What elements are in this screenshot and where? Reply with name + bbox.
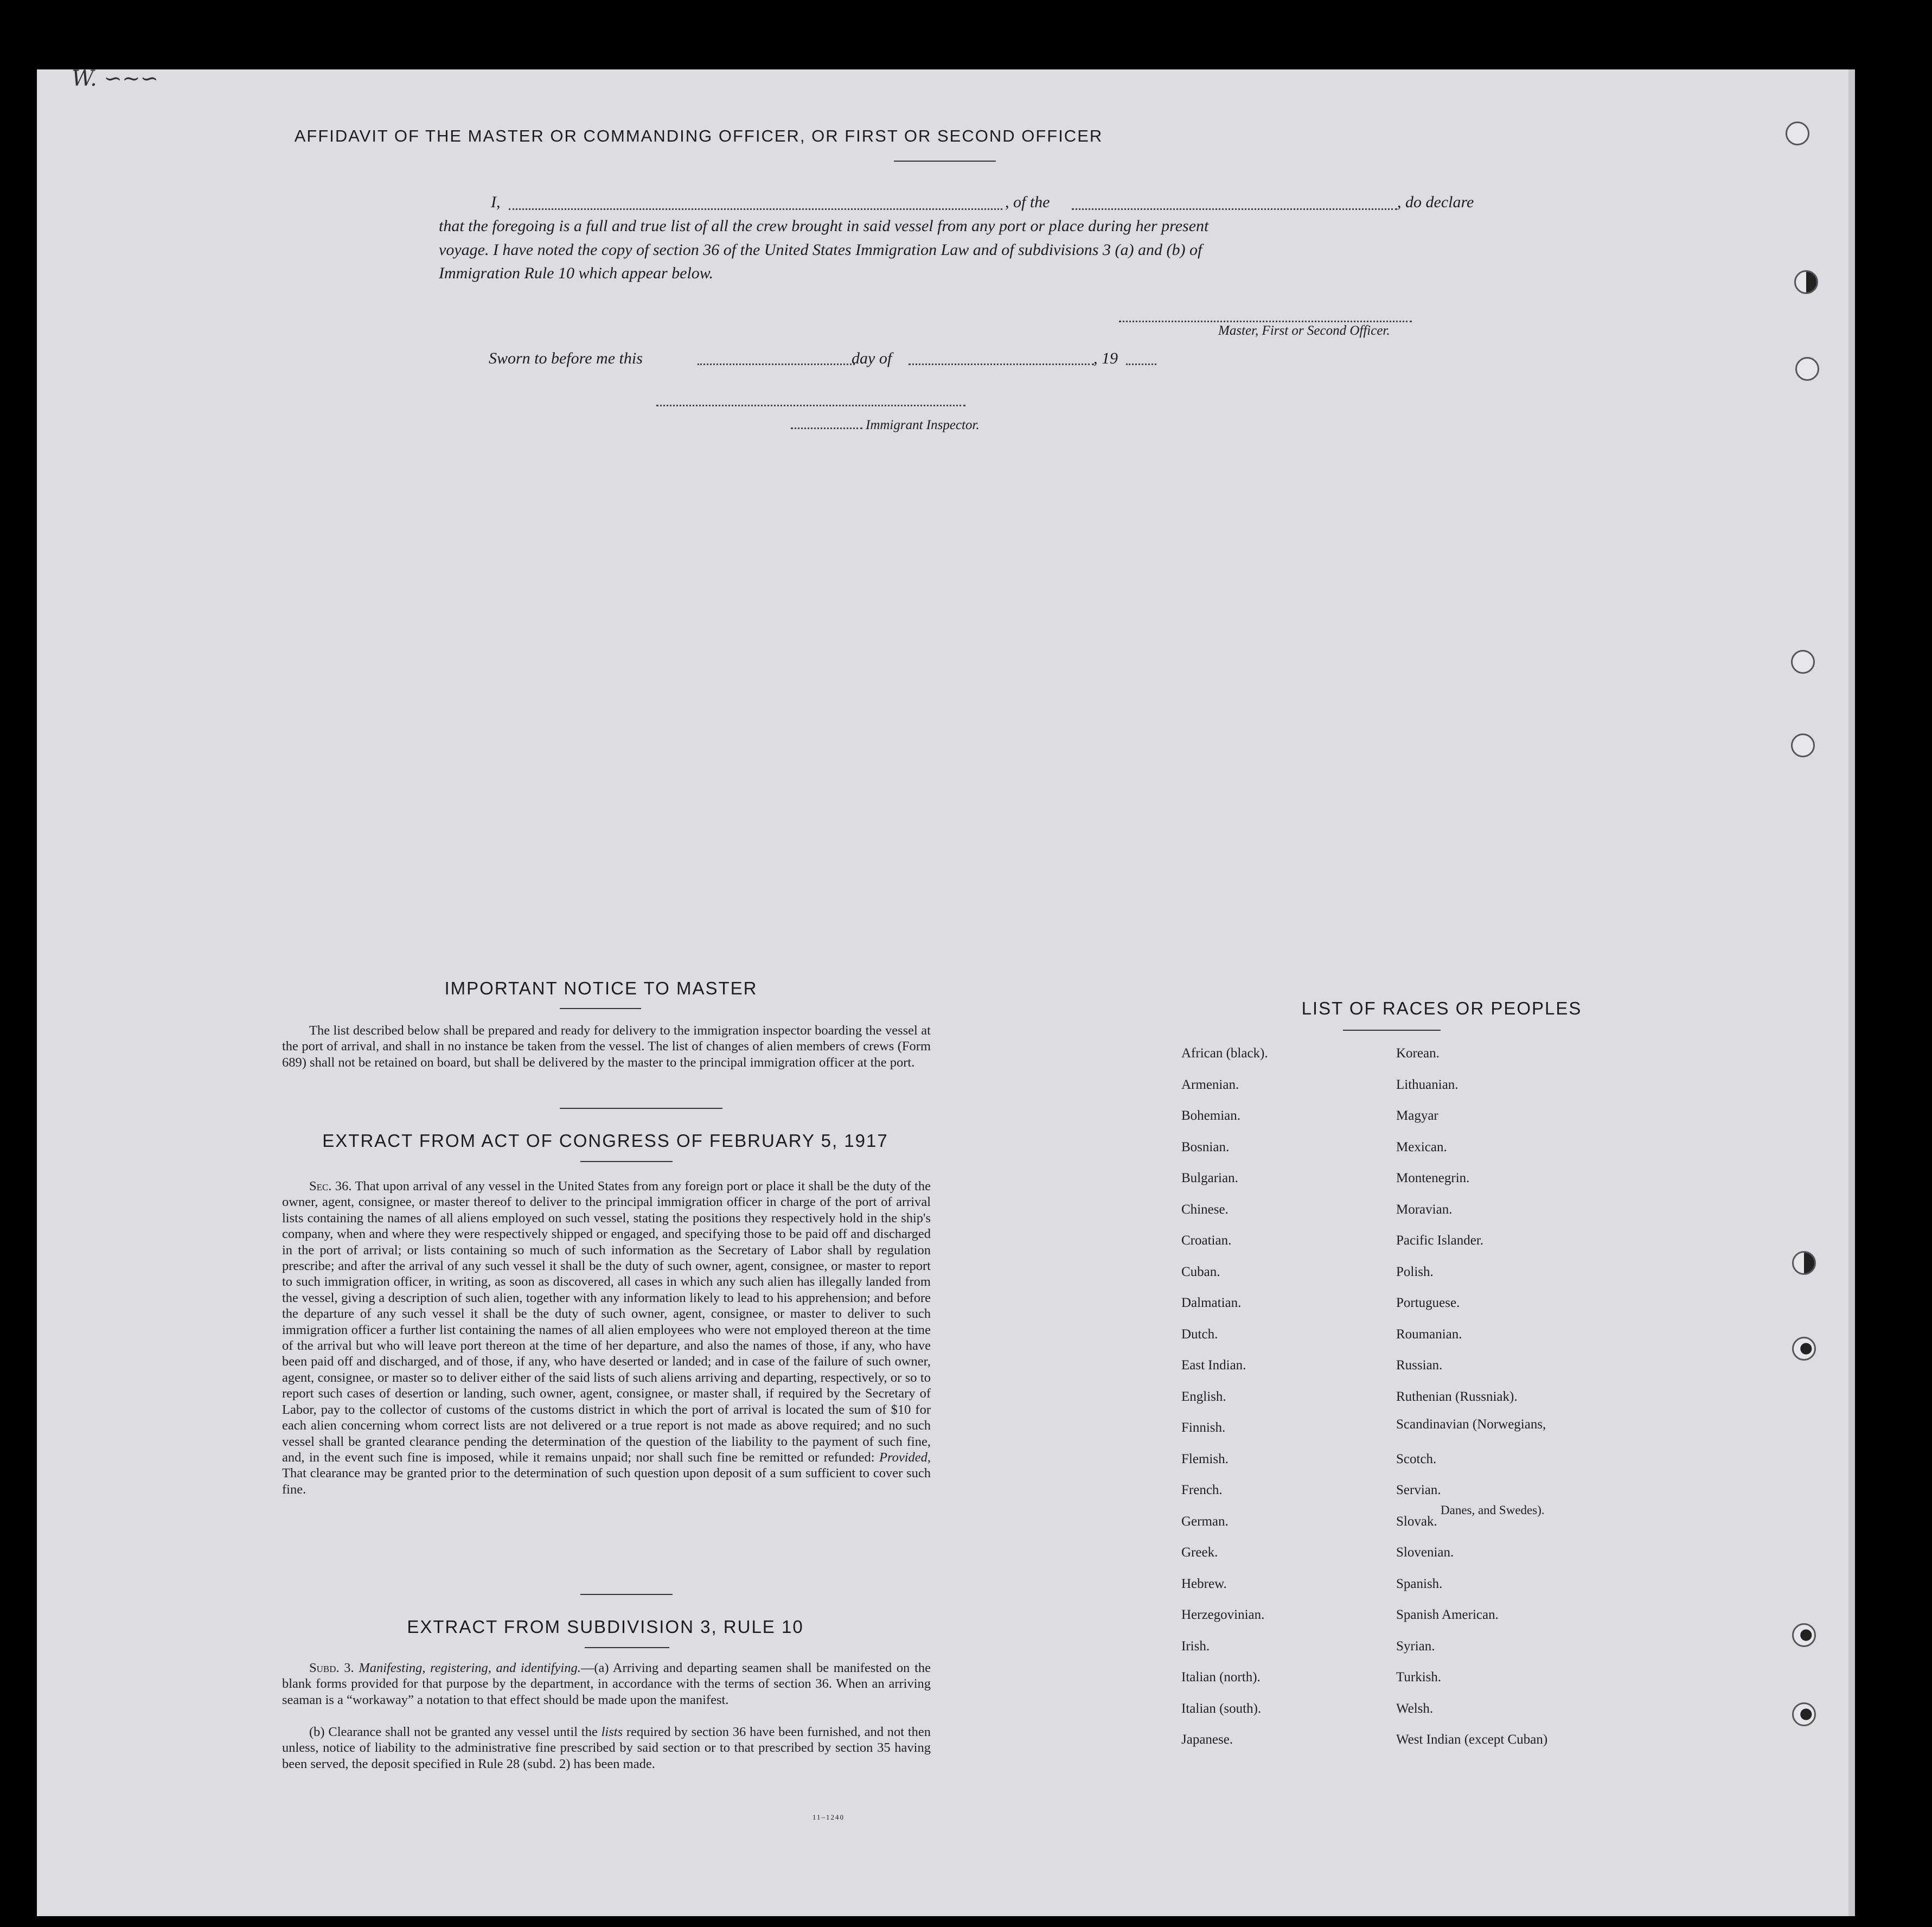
sworn-day-of: day of bbox=[852, 349, 892, 367]
race-left-19: Irish. bbox=[1181, 1638, 1210, 1654]
binder-hole bbox=[1786, 122, 1809, 145]
race-right-9: Roumanian. bbox=[1396, 1326, 1462, 1342]
race-left-1: Armenian. bbox=[1181, 1077, 1239, 1092]
race-right-11: Ruthenian (Russniak). bbox=[1396, 1389, 1518, 1404]
race-right-3: Mexican. bbox=[1396, 1139, 1447, 1154]
race-left-0: African (black). bbox=[1181, 1046, 1268, 1061]
race-left-3: Bosnian. bbox=[1181, 1139, 1230, 1154]
race-left-21: Italian (south). bbox=[1181, 1701, 1262, 1716]
race-left-6: Croatian. bbox=[1181, 1233, 1232, 1248]
rule-title: EXTRACT FROM SUBDIVISION 3, RULE 10 bbox=[407, 1617, 804, 1637]
rule-para-b-start: (b) Clearance shall not be granted any vessel until the bbox=[309, 1725, 598, 1739]
race-right-14: Servian. bbox=[1396, 1483, 1441, 1497]
affidavit-line2: that the foregoing is a full and true list of all the crew brought in said vessel from any port or place during her present bbox=[439, 217, 1209, 235]
notice-separator bbox=[560, 1108, 722, 1109]
inspector-name-blank bbox=[791, 427, 862, 429]
race-left-4: Bulgarian. bbox=[1181, 1171, 1238, 1185]
sworn-label: Sworn to before me this bbox=[489, 349, 643, 367]
binder-hole bbox=[1791, 650, 1815, 674]
rule-para-a bbox=[282, 1660, 931, 1708]
act-section-label: Sec. 36. bbox=[309, 1179, 352, 1194]
race-right-16: Slovenian. bbox=[1396, 1545, 1454, 1560]
rule-para-b-end: required by section 36 have been furnished, and not then unless, notice of liability to the administrative fine prescribed by said section or to that prescribed by section 35 having been served, the deposit specified in Rule 28 (subd. 2) has been made. bbox=[282, 1725, 931, 1771]
inspector-label: Immigrant Inspector. bbox=[866, 418, 980, 432]
affidavit-line4: Immigration Rule 10 which appear below. bbox=[439, 264, 714, 282]
act-separator bbox=[580, 1594, 673, 1595]
race-right-0: Korean. bbox=[1396, 1046, 1440, 1061]
notice-text: The list described below shall be prepared and ready for delivery to the immigration inspector boarding the vessel at the port of arrival, and shall in no instance be taken from the vessel. The list of changes of alien members of crews (Form 689) shall not be retained on board, but shall be delivered by the master to the principal immigration officer at the port. bbox=[282, 1023, 931, 1070]
race-left-8: Dalmatian. bbox=[1181, 1296, 1242, 1310]
rule-subd-heading: Manifesting, registering, and identifying. bbox=[359, 1661, 581, 1675]
race-right-18: Spanish American. bbox=[1396, 1607, 1499, 1622]
rule-title-rule bbox=[585, 1647, 669, 1648]
rule-para-a-text: —(a) Arriving and departing seamen shall be manifested on the blank forms provided for that purpose by the department, in accordance with the terms of section 36. When an arriving seaman is a “workaway” a notation to that effect should be made upon the manifest. bbox=[282, 1661, 931, 1707]
race-right-20: Turkish. bbox=[1396, 1670, 1442, 1684]
race-left-9: Dutch. bbox=[1181, 1326, 1218, 1342]
binder-hole bbox=[1795, 357, 1819, 381]
rule-para-b bbox=[282, 1724, 931, 1772]
race-left-16: Greek. bbox=[1181, 1545, 1218, 1560]
notice-title: IMPORTANT NOTICE TO MASTER bbox=[444, 978, 758, 998]
binder-hole bbox=[1792, 1337, 1816, 1361]
race-left-15: German. bbox=[1181, 1514, 1229, 1529]
act-provided: Provided, bbox=[879, 1450, 931, 1465]
race-right-15: Slovak. bbox=[1396, 1514, 1437, 1529]
rule-subd-label: Subd. 3. bbox=[309, 1661, 354, 1675]
inspector-signature-blank bbox=[656, 405, 965, 406]
sworn-year: , 19 bbox=[1093, 349, 1118, 367]
sworn-month-blank bbox=[909, 363, 1094, 365]
act-text-main: That upon arrival of any vessel in the United States from any foreign port or place it shall be the duty of the owner, agent, consignee, or master thereof to deliver to the principal immigration officer in charge of the port of arrival lists containing the names of all aliens employed on such vessel, stating the positions they respectively hold in the ship's company, when and where they were respectively shipped or engaged, and specifying those to be paid off and discharged in the port of arrival; or lists containing so much of such information as the Secretary of Labor shall by regulation prescribe; and after the arrival of any such vessel it shall be the duty of such owner, agent, consignee, or master to report to such immigration officer, in writing, as soon as discovered, all cases in which any such alien has illegally landed from the vessel, giving a description of such alien, together with any information likely to lead to his apprehension; and before the departure of any such vessel it shall be the duty of such owner, agent, consignee, or master to deliver to such immigration officer a further list containing the names of all alien employees who were not employed thereon at the time of the arrival but who will leave port thereon at the time of her departure, and also the names of those, if any, who have been paid off and discharged, and of those, if any, who have deserted or landed; and in case of the failure of such owner, agent, consignee, or master so to deliver either of the said lists of such aliens arriving and departing, respectively, or so to report such cases of desertion or landing, such owner, agent, consignee, or master shall, if required by the Secretary of Labor, pay to the collector of customs of the customs district in which the port of arrival is located the sum of $10 for each alien concerning whom correct lists are not delivered or a true report is not made as above required; and no such vessel shall be granted clearance pending the determination of the question of the liability to the payment of such fine, and, in the event such fine is imposed, while it remains unpaid; nor shall such fine be remitted or refunded: bbox=[282, 1179, 931, 1465]
affidavit-line1-declare: , do declare bbox=[1397, 193, 1474, 211]
race-left-10: East Indian. bbox=[1181, 1358, 1246, 1373]
race-right-7: Polish. bbox=[1396, 1264, 1434, 1279]
binder-hole bbox=[1792, 1702, 1816, 1726]
race-left-12: Finnish. bbox=[1181, 1420, 1226, 1435]
master-name-blank bbox=[509, 208, 1002, 210]
race-right-2: Magyar bbox=[1396, 1108, 1438, 1123]
act-title: EXTRACT FROM ACT OF CONGRESS OF FEBRUARY 5, 1917 bbox=[322, 1131, 888, 1151]
page-edge bbox=[1848, 69, 1855, 1916]
race-right-1: Lithuanian. bbox=[1396, 1077, 1458, 1092]
races-title: LIST OF RACES OR PEOPLES bbox=[1301, 998, 1582, 1018]
affidavit-line3: voyage. I have noted the copy of section 36 of the United States Immigration Law and of subdivisions 3 (a) and (b) of bbox=[439, 241, 1202, 259]
race-right-12-continued: Danes, and Swedes). bbox=[1441, 1503, 1545, 1517]
binder-hole bbox=[1791, 733, 1815, 757]
sworn-day-blank bbox=[698, 363, 855, 365]
race-left-18: Herzegovinian. bbox=[1181, 1607, 1265, 1622]
race-right-5: Moravian. bbox=[1396, 1202, 1453, 1217]
binder-hole bbox=[1792, 1251, 1816, 1275]
affidavit-line1-of-the: , of the bbox=[1005, 193, 1050, 211]
race-right-12: Scandinavian (Norwegians, bbox=[1396, 1417, 1546, 1432]
master-signature-blank bbox=[1119, 321, 1412, 322]
race-right-21: Welsh. bbox=[1396, 1701, 1434, 1716]
race-left-13: Flemish. bbox=[1181, 1451, 1229, 1466]
race-right-8: Portuguese. bbox=[1396, 1296, 1460, 1310]
rule-para-b-lists: lists bbox=[601, 1725, 623, 1739]
race-left-22: Japanese. bbox=[1181, 1732, 1233, 1747]
race-right-13: Scotch. bbox=[1396, 1451, 1437, 1466]
binder-hole bbox=[1792, 1623, 1816, 1647]
race-left-17: Hebrew. bbox=[1181, 1576, 1227, 1591]
race-right-6: Pacific Islander. bbox=[1396, 1233, 1484, 1248]
race-left-7: Cuban. bbox=[1181, 1264, 1220, 1279]
affidavit-title-rule bbox=[894, 161, 996, 162]
race-right-10: Russian. bbox=[1396, 1358, 1443, 1373]
race-right-4: Montenegrin. bbox=[1396, 1171, 1470, 1185]
form-number: 11–1240 bbox=[813, 1813, 845, 1821]
handwritten-mark: W. ∽∼∽ bbox=[72, 69, 159, 91]
race-left-20: Italian (north). bbox=[1181, 1670, 1261, 1684]
race-left-14: French. bbox=[1181, 1483, 1223, 1497]
race-right-22: West Indian (except Cuban) bbox=[1396, 1732, 1548, 1747]
notice-title-rule bbox=[560, 1008, 641, 1009]
affidavit-title: AFFIDAVIT OF THE MASTER OR COMMANDING OFFICER, OR FIRST OR SECOND OFFICER bbox=[294, 126, 1103, 145]
act-text-end: That clearance may be granted prior to the determination of such question upon deposit of a sum sufficient to cover such fine. bbox=[282, 1466, 931, 1497]
race-left-5: Chinese. bbox=[1181, 1202, 1229, 1217]
race-right-19: Syrian. bbox=[1396, 1638, 1435, 1654]
sworn-year-blank bbox=[1126, 363, 1156, 365]
document-page bbox=[37, 69, 1855, 1916]
act-text bbox=[282, 1178, 931, 1497]
master-signature-label: Master, First or Second Officer. bbox=[1218, 323, 1390, 338]
act-title-rule bbox=[580, 1161, 673, 1162]
race-left-11: English. bbox=[1181, 1389, 1226, 1404]
races-title-rule bbox=[1343, 1030, 1441, 1031]
binder-hole bbox=[1794, 270, 1818, 294]
race-right-17: Spanish. bbox=[1396, 1576, 1443, 1591]
affidavit-line1-i: I, bbox=[491, 193, 501, 211]
vessel-name-blank bbox=[1072, 208, 1397, 210]
race-left-2: Bohemian. bbox=[1181, 1108, 1241, 1123]
